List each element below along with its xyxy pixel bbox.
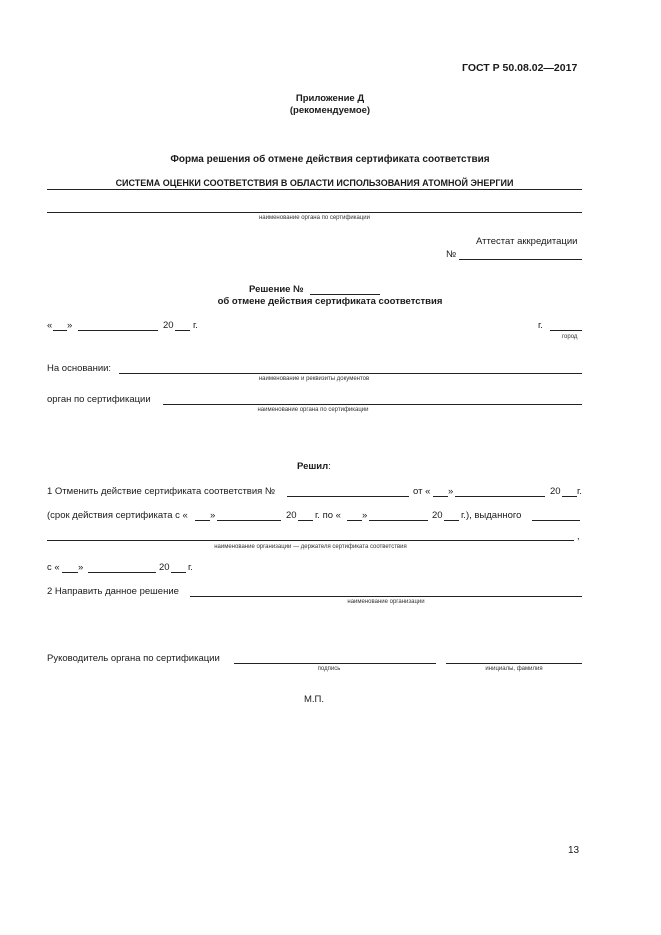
from-day-field[interactable] bbox=[62, 572, 78, 573]
from-year-suffix: г. bbox=[188, 562, 193, 573]
cert-body-label: орган по сертификации bbox=[47, 394, 151, 405]
holder-caption: наименование организации — держателя сертификата соответствия bbox=[214, 544, 407, 550]
signature-field[interactable] bbox=[234, 663, 436, 664]
item1-year-field[interactable] bbox=[562, 496, 577, 497]
resolved-word: Решил bbox=[297, 461, 329, 472]
system-name: СИСТЕМА ОЦЕНКИ СООТВЕТСТВИЯ В ОБЛАСТИ ИСПОЛЬЗОВАНИЯ АТОМНОЙ ЭНЕРГИИ bbox=[115, 178, 514, 188]
date-year-field[interactable] bbox=[175, 330, 190, 331]
basis-label: На основании: bbox=[47, 363, 112, 374]
signature-caption: подпись bbox=[317, 666, 341, 672]
basis-field[interactable] bbox=[119, 373, 582, 374]
decision-title: Решение № bbox=[249, 284, 304, 295]
issued-by-field[interactable] bbox=[532, 520, 580, 521]
item2-label: 2 Направить данное решение bbox=[47, 586, 179, 597]
validity-day2-field[interactable] bbox=[347, 520, 362, 521]
item2-caption: наименование организации bbox=[347, 599, 425, 605]
cert-body-caption2: наименование органа по сертификации bbox=[257, 407, 369, 413]
item1-month-field[interactable] bbox=[455, 496, 545, 497]
validity-year2: 20 bbox=[432, 510, 443, 521]
head-label: Руководитель органа по сертификации bbox=[47, 653, 220, 664]
validity-year2-field[interactable] bbox=[444, 520, 459, 521]
resolved-colon: : bbox=[328, 461, 331, 472]
basis-caption: наименование и реквизиты документов bbox=[258, 376, 370, 382]
accreditation-no: № bbox=[446, 249, 457, 260]
from-quote: » bbox=[78, 562, 84, 573]
date-year-suffix: г. bbox=[193, 320, 198, 331]
validity-month2-field[interactable] bbox=[369, 520, 428, 521]
item1-quote: » bbox=[448, 486, 454, 497]
cert-body-line[interactable] bbox=[47, 212, 582, 213]
item2-field[interactable] bbox=[190, 596, 582, 597]
item1-year: 20 bbox=[550, 486, 561, 497]
item1-year-suffix: г. bbox=[577, 486, 582, 497]
decision-number-field[interactable] bbox=[310, 294, 380, 295]
form-title: Форма решения об отмене действия сертификата соответствия bbox=[170, 154, 490, 165]
city-field[interactable] bbox=[550, 330, 582, 331]
initials-field[interactable] bbox=[446, 663, 582, 664]
validity-open: (срок действия сертификата с « bbox=[47, 510, 188, 521]
validity-to: г. по « bbox=[315, 510, 341, 521]
holder-comma: , bbox=[577, 531, 580, 542]
accreditation-label: Аттестат аккредитации bbox=[476, 236, 578, 247]
system-name-underline bbox=[47, 189, 582, 190]
holder-field[interactable] bbox=[47, 540, 574, 541]
seal-label: М.П. bbox=[304, 694, 325, 705]
validity-day1-field[interactable] bbox=[195, 520, 210, 521]
validity-quote: » bbox=[210, 510, 216, 521]
page-number: 13 bbox=[568, 845, 580, 856]
accreditation-field[interactable] bbox=[459, 259, 582, 260]
item1-day-field[interactable] bbox=[433, 496, 448, 497]
cert-body-caption: наименование органа по сертификации bbox=[258, 215, 371, 221]
date-open-quote: « bbox=[47, 320, 53, 331]
validity-quote2: » bbox=[362, 510, 368, 521]
date-month-field[interactable] bbox=[78, 330, 158, 331]
from-month-field[interactable] bbox=[88, 572, 156, 573]
resolved-label bbox=[297, 461, 331, 472]
validity-year1-field[interactable] bbox=[298, 520, 313, 521]
city-caption: город bbox=[562, 334, 578, 340]
date-day-field[interactable] bbox=[53, 330, 67, 331]
standard-number: ГОСТ Р 50.08.02—2017 bbox=[462, 62, 578, 74]
initials-caption: инициалы, фамилия bbox=[485, 666, 543, 672]
from-open: с « bbox=[47, 562, 60, 573]
item1-from: от « bbox=[413, 486, 431, 497]
item1-cert-number-field[interactable] bbox=[287, 496, 409, 497]
cert-body-field[interactable] bbox=[163, 404, 582, 405]
from-year-field[interactable] bbox=[171, 572, 186, 573]
item1-label: 1 Отменить действие сертификата соответствия № bbox=[47, 486, 276, 497]
validity-year1: 20 bbox=[286, 510, 297, 521]
date-year: 20 bbox=[163, 320, 174, 331]
date-close-quote: » bbox=[67, 320, 73, 331]
appendix-title: Приложение Д bbox=[295, 93, 365, 104]
decision-subtitle: об отмене действия сертификата соответствия bbox=[217, 296, 443, 307]
validity-month1-field[interactable] bbox=[217, 520, 281, 521]
validity-close: г.), выданного bbox=[461, 510, 522, 521]
appendix-note: (рекомендуемое) bbox=[289, 105, 371, 116]
from-year: 20 bbox=[159, 562, 170, 573]
city-prefix: г. bbox=[538, 320, 543, 331]
